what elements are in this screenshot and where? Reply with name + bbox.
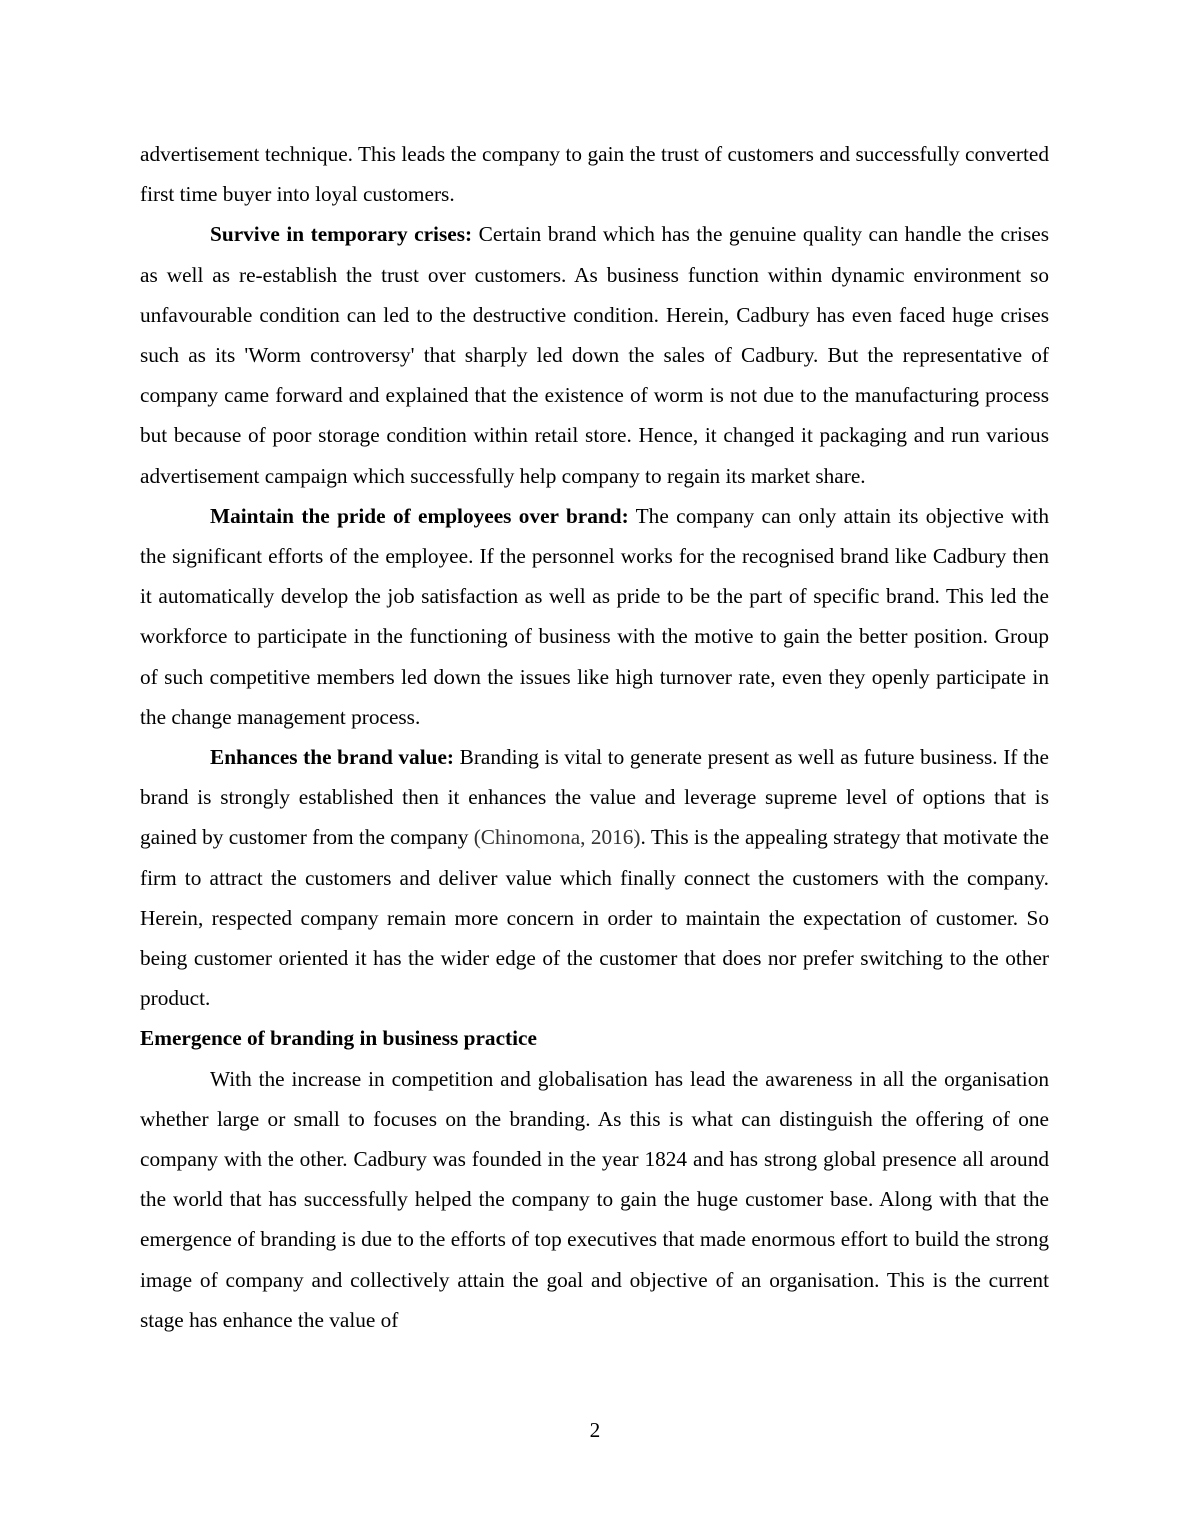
paragraph-text: . This is the appealing strategy that motivate the firm to attract the customers and deliver value which finally connect the customers with the company. Herein, respected company remain more concern in order to maintain the expectation of customer. So being customer oriented it has the wider edge of the customer that does nor prefer switching to the other product.	[140, 825, 1049, 1011]
citation: (Chinomona, 2016)	[473, 825, 641, 850]
paragraph-text: With the increase in competition and globalisation has lead the awareness in all the organisation whether large or small to focuses on the branding. As this is what can distinguish the offering of one company with the other. Cadbury was founded in the year 1824 and has strong global presence all around the world that has successfully helped the company to gain the huge customer base. Along with that the emergence of branding is due to the efforts of top executives that made enormous effort to build the strong image of company and collectively attain the goal and objective of an organisation. This is the current stage has enhance the value of	[140, 1066, 1049, 1332]
paragraph-employee-pride	[140, 496, 1049, 737]
page-number: 2	[589, 1418, 601, 1442]
paragraph-emergence	[140, 1059, 1049, 1340]
page-body	[140, 134, 1049, 1340]
paragraph-lead: Enhances the brand value:	[210, 745, 455, 770]
paragraph-lead: Maintain the pride of employees over brand:	[210, 503, 629, 528]
paragraph-survive-crises	[140, 214, 1049, 495]
paragraph-text: Certain brand which has the genuine quality can handle the crises as well as re-establish the trust over customers. As business function within dynamic environment so unfavourable condition can led to the destructive condition. Herein, Cadbury has even faced huge crises such as its 'Worm controversy' that sharply led down the sales of Cadbury. But the representative of company came forward and explained that the existence of worm is not due to the manufacturing process but because of poor storage condition within retail store. Hence, it changed it packaging and run various advertisement campaign which successfully help company to regain its market share.	[140, 222, 1049, 488]
paragraph-text: The company can only attain its objective with the significant efforts of the employee. If the personnel works for the recognised brand like Cadbury then it automatically develop the job satisfaction as well as pride to be the part of specific brand. This led the workforce to participate in the functioning of business with the motive to gain the better position. Group of such competitive members led down the issues like high turnover rate, even they openly participate in the change management process.	[140, 503, 1049, 729]
paragraph-text: Branding is vital to generate present as well as future business. If the brand is strongly established then it enhances the value and leverage supreme level of options that is gained by customer from the company	[140, 745, 1049, 850]
paragraph-brand-value	[140, 737, 1049, 1018]
section-heading: Emergence of branding in business practice	[140, 1026, 537, 1051]
paragraph-lead: Survive in temporary crises:	[210, 222, 473, 247]
paragraph-continuation	[140, 134, 1049, 214]
paragraph-text: advertisement technique. This leads the company to gain the trust of customers and successfully converted first time buyer into loyal customers.	[140, 142, 1049, 207]
